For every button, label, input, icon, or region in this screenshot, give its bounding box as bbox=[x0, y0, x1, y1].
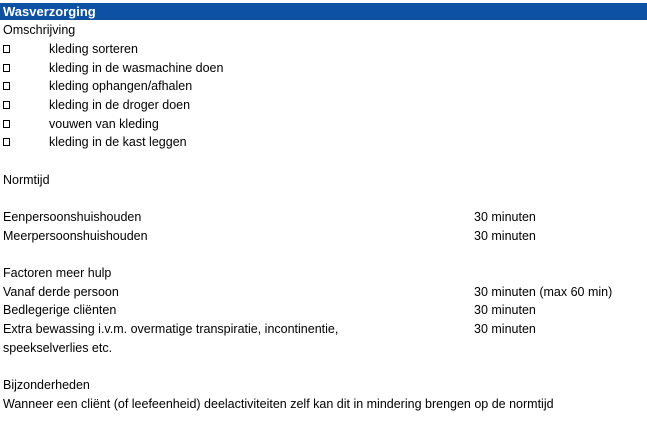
factors-label: Factoren meer hulp bbox=[3, 266, 112, 280]
checkbox-bullet-icon bbox=[3, 64, 10, 72]
checkbox-bullet-icon bbox=[3, 45, 10, 53]
factor-row-label: Vanaf derde persoon bbox=[3, 285, 119, 299]
checkbox-bullet-icon bbox=[3, 138, 10, 146]
checkbox-bullet-icon bbox=[3, 101, 10, 109]
task-item: kleding in de wasmachine doen bbox=[49, 61, 224, 75]
task-item: kleding in de kast leggen bbox=[49, 135, 187, 149]
normtime-row-value: 30 minuten bbox=[474, 210, 536, 224]
section-title: Wasverzorging bbox=[3, 4, 96, 19]
task-item: kleding sorteren bbox=[49, 42, 138, 56]
factor-row-label: Bedlegerige cliënten bbox=[3, 303, 117, 317]
particulars-label: Bijzonderheden bbox=[3, 378, 90, 392]
checkbox-bullet-icon bbox=[3, 120, 10, 128]
particulars-text: Wanneer een cliënt (of leefeenheid) deelactiviteiten zelf kan dit in mindering brengen op de normtijd bbox=[3, 397, 554, 411]
factor-row-label: Extra bewassing i.v.m. overmatige transpiratie, incontinentie, bbox=[3, 322, 339, 336]
section-title-bar bbox=[0, 3, 647, 20]
checkbox-bullet-icon bbox=[3, 82, 10, 90]
factor-row-value: 30 minuten (max 60 min) bbox=[474, 285, 613, 299]
normtime-row-value: 30 minuten bbox=[474, 229, 536, 243]
normtime-row-label: Eenpersoonshuishouden bbox=[3, 210, 142, 224]
factor-row-label-continued: speekselverlies etc. bbox=[3, 341, 113, 355]
task-item: vouwen van kleding bbox=[49, 117, 159, 131]
normtime-row-label: Meerpersoonshuishouden bbox=[3, 229, 148, 243]
factor-row-value: 30 minuten bbox=[474, 303, 536, 317]
task-item: kleding in de droger doen bbox=[49, 98, 191, 112]
normtime-label: Normtijd bbox=[3, 173, 50, 187]
description-label: Omschrijving bbox=[3, 23, 76, 37]
task-item: kleding ophangen/afhalen bbox=[49, 79, 193, 93]
factor-row-value: 30 minuten bbox=[474, 322, 536, 336]
